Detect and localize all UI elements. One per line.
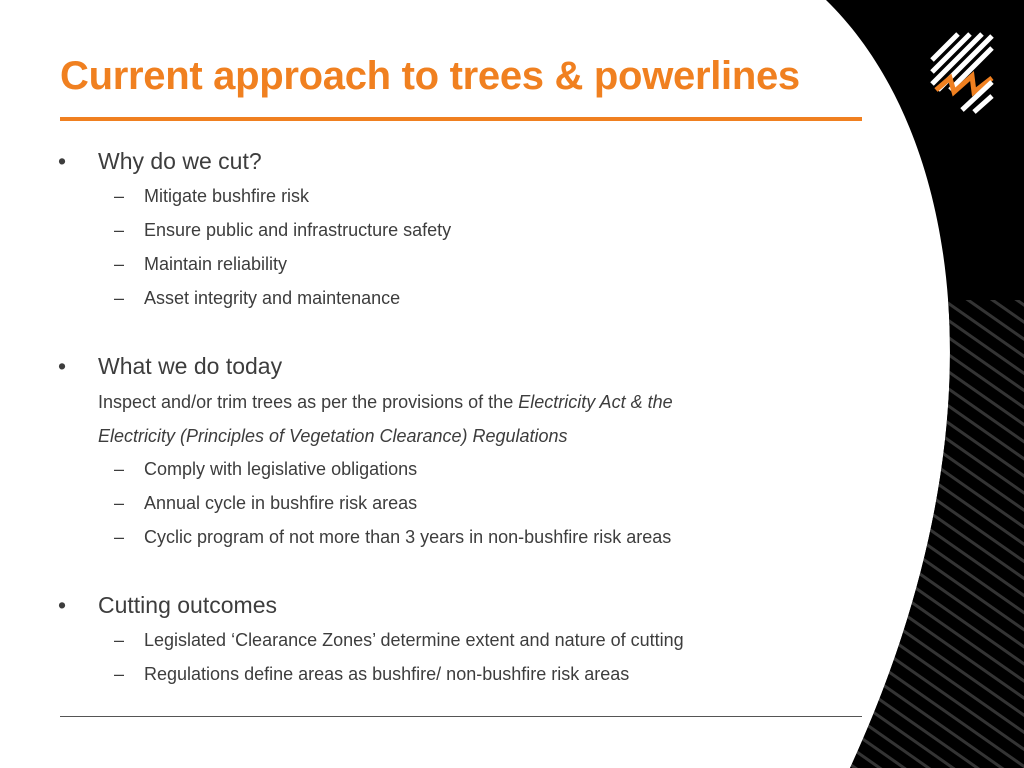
section-heading: [58, 592, 277, 619]
section-heading: [58, 148, 262, 175]
dash-icon: –: [114, 664, 125, 684]
list-item-text: Comply with legislative obligations: [144, 459, 418, 479]
paragraph-text: Inspect and/or trim trees as per the provisions of the: [98, 392, 519, 412]
section-heading-text: What we do today: [98, 353, 283, 379]
dash-icon: –: [114, 186, 125, 206]
list-item: [114, 527, 671, 548]
list-item-text: Ensure public and infrastructure safety: [144, 220, 452, 240]
list-item: [114, 664, 629, 685]
footer-divider: [60, 716, 862, 717]
paragraph-italic-text: Electricity (Principles of Vegetation Clearance) Regulations: [98, 426, 568, 446]
section-heading-text: Why do we cut?: [98, 148, 262, 174]
dash-icon: –: [114, 630, 125, 650]
dash-icon: –: [114, 493, 125, 513]
bullet-icon: •: [58, 148, 67, 174]
list-item-text: Annual cycle in bushfire risk areas: [144, 493, 418, 513]
bullet-icon: •: [58, 353, 67, 379]
dash-icon: –: [114, 527, 125, 547]
dash-icon: –: [114, 220, 125, 240]
company-logo-icon: [928, 30, 996, 116]
paragraph-line-2: [98, 426, 568, 447]
section-heading-text: Cutting outcomes: [98, 592, 277, 618]
list-item-text: Cyclic program of not more than 3 years in non-bushfire risk areas: [144, 527, 672, 547]
dash-icon: –: [114, 459, 125, 479]
dash-icon: –: [114, 288, 125, 308]
title-underline: [60, 117, 862, 121]
list-item: [114, 288, 400, 309]
list-item: [114, 220, 451, 241]
list-item-text: Legislated ‘Clearance Zones’ determine extent and nature of cutting: [144, 630, 684, 650]
list-item: [114, 493, 417, 514]
list-item-text: Maintain reliability: [144, 254, 288, 274]
list-item-text: Mitigate bushfire risk: [144, 186, 310, 206]
section-heading: [58, 353, 282, 380]
list-item: [114, 254, 287, 275]
bullet-icon: •: [58, 592, 67, 618]
paragraph-italic-text: Electricity Act & the: [518, 392, 673, 412]
list-item-text: Asset integrity and maintenance: [144, 288, 401, 308]
dash-icon: –: [114, 254, 125, 274]
list-item-text: Regulations define areas as bushfire/ non-bushfire risk areas: [144, 664, 630, 684]
slide-title: Current approach to trees & powerlines: [60, 54, 800, 98]
list-item: [114, 459, 417, 480]
list-item: [114, 630, 684, 651]
paragraph-line-1: [98, 392, 673, 413]
list-item: [114, 186, 309, 207]
